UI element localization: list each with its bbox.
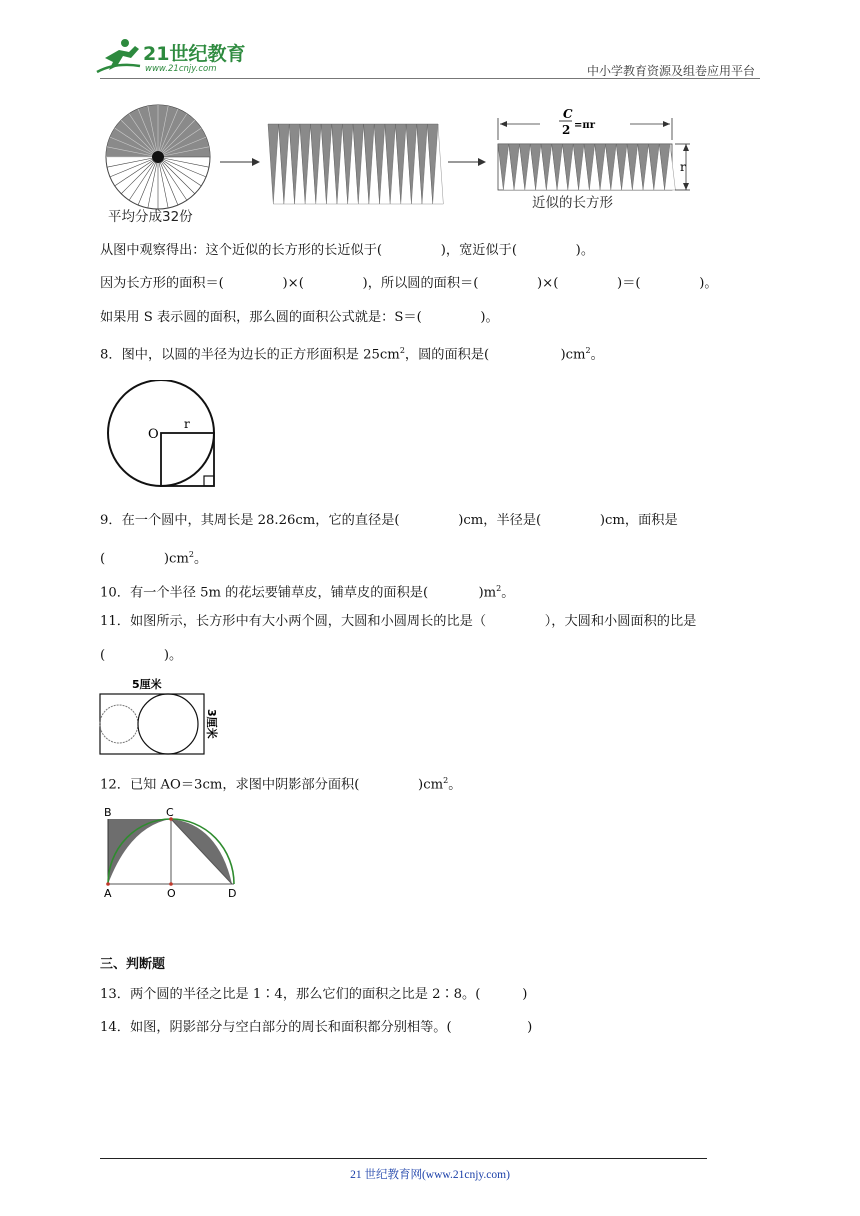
question-12: 12．已知 AO＝3cm，求图中阴影部分面积( )$cm^2$。 [100,776,462,793]
svg-text:3厘米: 3厘米 [205,709,218,739]
rearranged-sectors [268,124,443,204]
svg-text:B: B [104,806,112,819]
runner-logo-icon [97,39,140,72]
approx-rectangle [498,144,675,190]
question-13: 13．两个圆的半径之比是 1∶4，那么它们的面积之比是 2∶8。( ) [100,987,528,1002]
svg-text:平均分成32份: 平均分成32份 [108,209,193,225]
svg-text:O: O [167,887,176,900]
svg-text:r: r [184,417,190,431]
question-9-cont: ( )$cm^2$。 [100,550,208,567]
question-9: 9．在一个圆中，其周长是 28.26cm，它的直径是( )cm，半径是( )cm，面积是 [100,513,678,528]
footer-divider [100,1158,707,1159]
header-divider [100,78,760,79]
svg-text:O: O [148,427,159,442]
svg-text:www.21cnjy.com: www.21cnjy.com [145,64,217,74]
q11-figure [98,674,228,764]
svg-text:C: C [166,806,174,819]
area-reasoning-line: 因为长方形的面积＝( )×( )，所以圆的面积＝( )×( )＝( )。 [100,276,718,291]
arrow-icon [448,158,486,166]
formula-line: 如果用 S 表示圆的面积，那么圆的面积公式就是：S＝( )。 [100,310,499,325]
sector-circle [106,105,210,209]
section-judgement-title: 三、判断题 [100,957,166,972]
arrow-icon [220,158,260,166]
question-10: 10．有一个半径 5m 的花坛要铺草皮，铺草皮的面积是( )$m^2$。 [100,584,515,601]
circle-to-rectangle-figure [100,100,690,229]
question-11-cont: ( )。 [100,648,183,663]
site-logo [95,36,265,80]
q8-figure [104,380,224,494]
svg-text:2: 2 [562,123,571,137]
header-platform-text: 中小学教育资源及组卷应用平台 [586,64,755,78]
svg-text:21世纪教育: 21世纪教育 [143,43,246,65]
svg-text:近似的长方形: 近似的长方形 [532,195,613,211]
svg-text:5厘米: 5厘米 [132,678,162,691]
q12-figure [100,804,250,908]
question-14: 14．如图，阴影部分与空白部分的周长和面积都分别相等。( ) [100,1020,533,1035]
svg-text:D: D [228,887,237,900]
svg-text:r: r [680,160,686,174]
svg-text:=πr: =πr [574,120,595,131]
svg-text:C: C [563,107,573,121]
question-11: 11．如图所示，长方形中有大小两个圆，大圆和小圆周长的比是（ ），大圆和小圆面积的比是 [100,614,697,629]
length-dimension [498,107,672,140]
observation-line: 从图中观察得出：这个近似的长方形的长近似于( )，宽近似于( )。 [100,243,595,258]
question-8: 8．图中，以圆的半径为边长的正方形面积是 $25cm^2$，圆的面积是( )$cm^2$。 [100,346,604,363]
circle-center [152,151,164,163]
svg-text:A: A [104,887,112,900]
footer-source: 21 世纪教育网(www.21cnjy.com) [350,1169,510,1181]
width-dimension [675,144,690,190]
